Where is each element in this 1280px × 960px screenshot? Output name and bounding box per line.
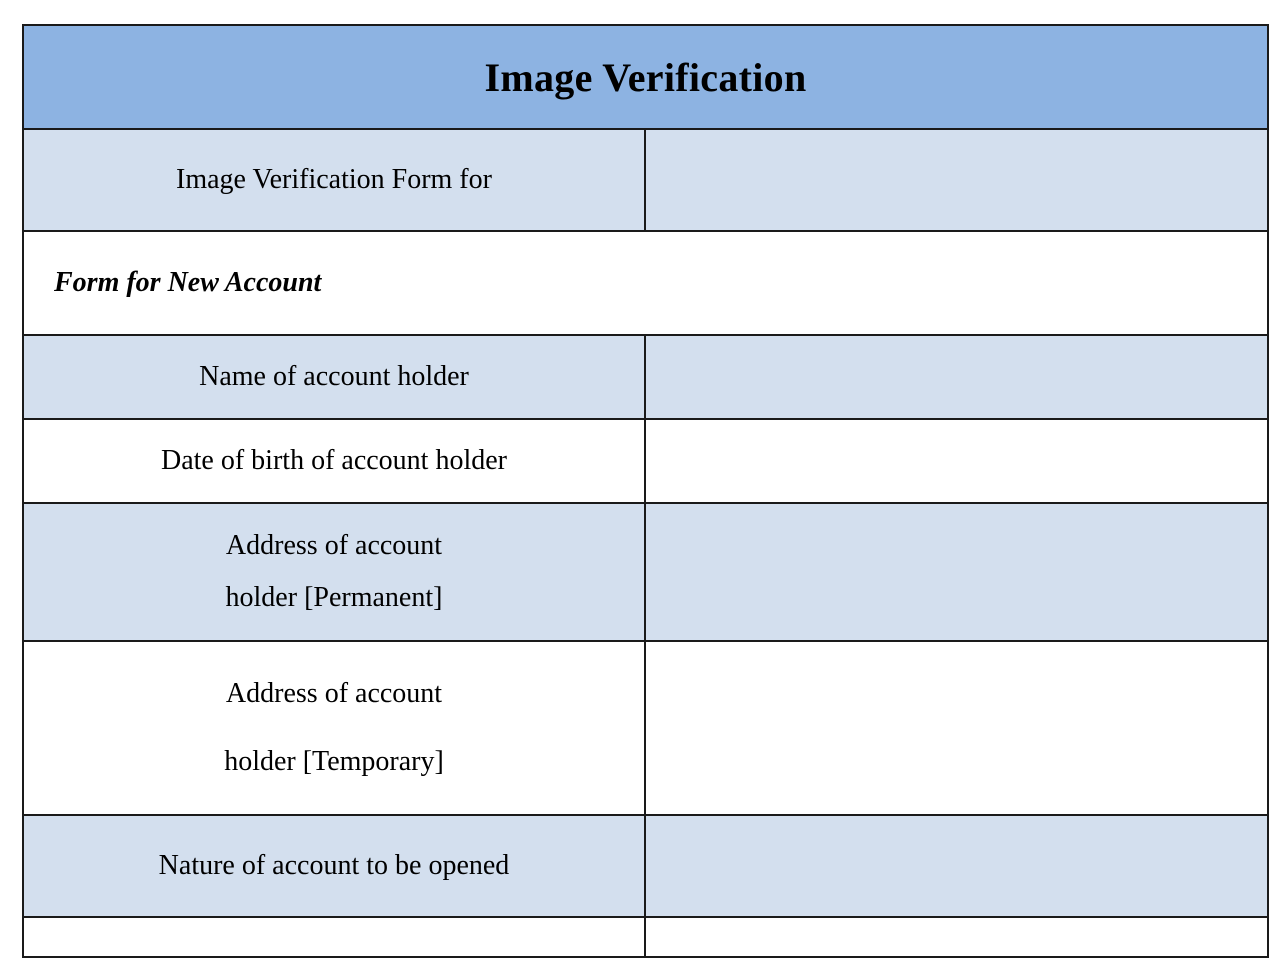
title-row — [23, 25, 1268, 129]
field-label-line: Address of account — [225, 678, 443, 709]
field-label-line: Nature of account to be opened — [158, 850, 510, 881]
permanent-address-field[interactable] — [645, 503, 1268, 641]
field-label-line: Address of account — [225, 530, 443, 561]
field-row-permanent-address — [23, 503, 1268, 641]
field-label-line: Date of birth of account holder — [161, 445, 507, 476]
field-label-next — [23, 917, 645, 957]
next-field[interactable] — [645, 917, 1268, 957]
field-row-name — [23, 335, 1268, 419]
field-row-temporary-address — [23, 641, 1268, 815]
field-label-dob — [23, 419, 645, 503]
form-title: Image Verification — [23, 25, 1268, 129]
intro-label-text: Image Verification Form for — [176, 164, 492, 195]
intro-row — [23, 129, 1268, 231]
field-row-account-nature — [23, 815, 1268, 917]
field-label-temporary-address — [23, 641, 645, 815]
field-label-permanent-address — [23, 503, 645, 641]
temporary-address-field[interactable] — [645, 641, 1268, 815]
account-nature-field[interactable] — [645, 815, 1268, 917]
image-verification-form — [22, 24, 1269, 958]
dob-field[interactable] — [645, 419, 1268, 503]
field-label-line: holder [Permanent] — [225, 582, 443, 613]
name-field[interactable] — [645, 335, 1268, 419]
field-label-line: Name of account holder — [199, 361, 469, 392]
field-label-name — [23, 335, 645, 419]
field-row-dob — [23, 419, 1268, 503]
section-row — [23, 231, 1268, 335]
field-label-account-nature — [23, 815, 645, 917]
field-label-line: holder [Temporary] — [224, 746, 444, 777]
section-heading: Form for New Account — [23, 231, 1268, 335]
intro-label — [23, 129, 645, 231]
field-row-next — [23, 917, 1268, 957]
intro-value-field[interactable] — [645, 129, 1268, 231]
